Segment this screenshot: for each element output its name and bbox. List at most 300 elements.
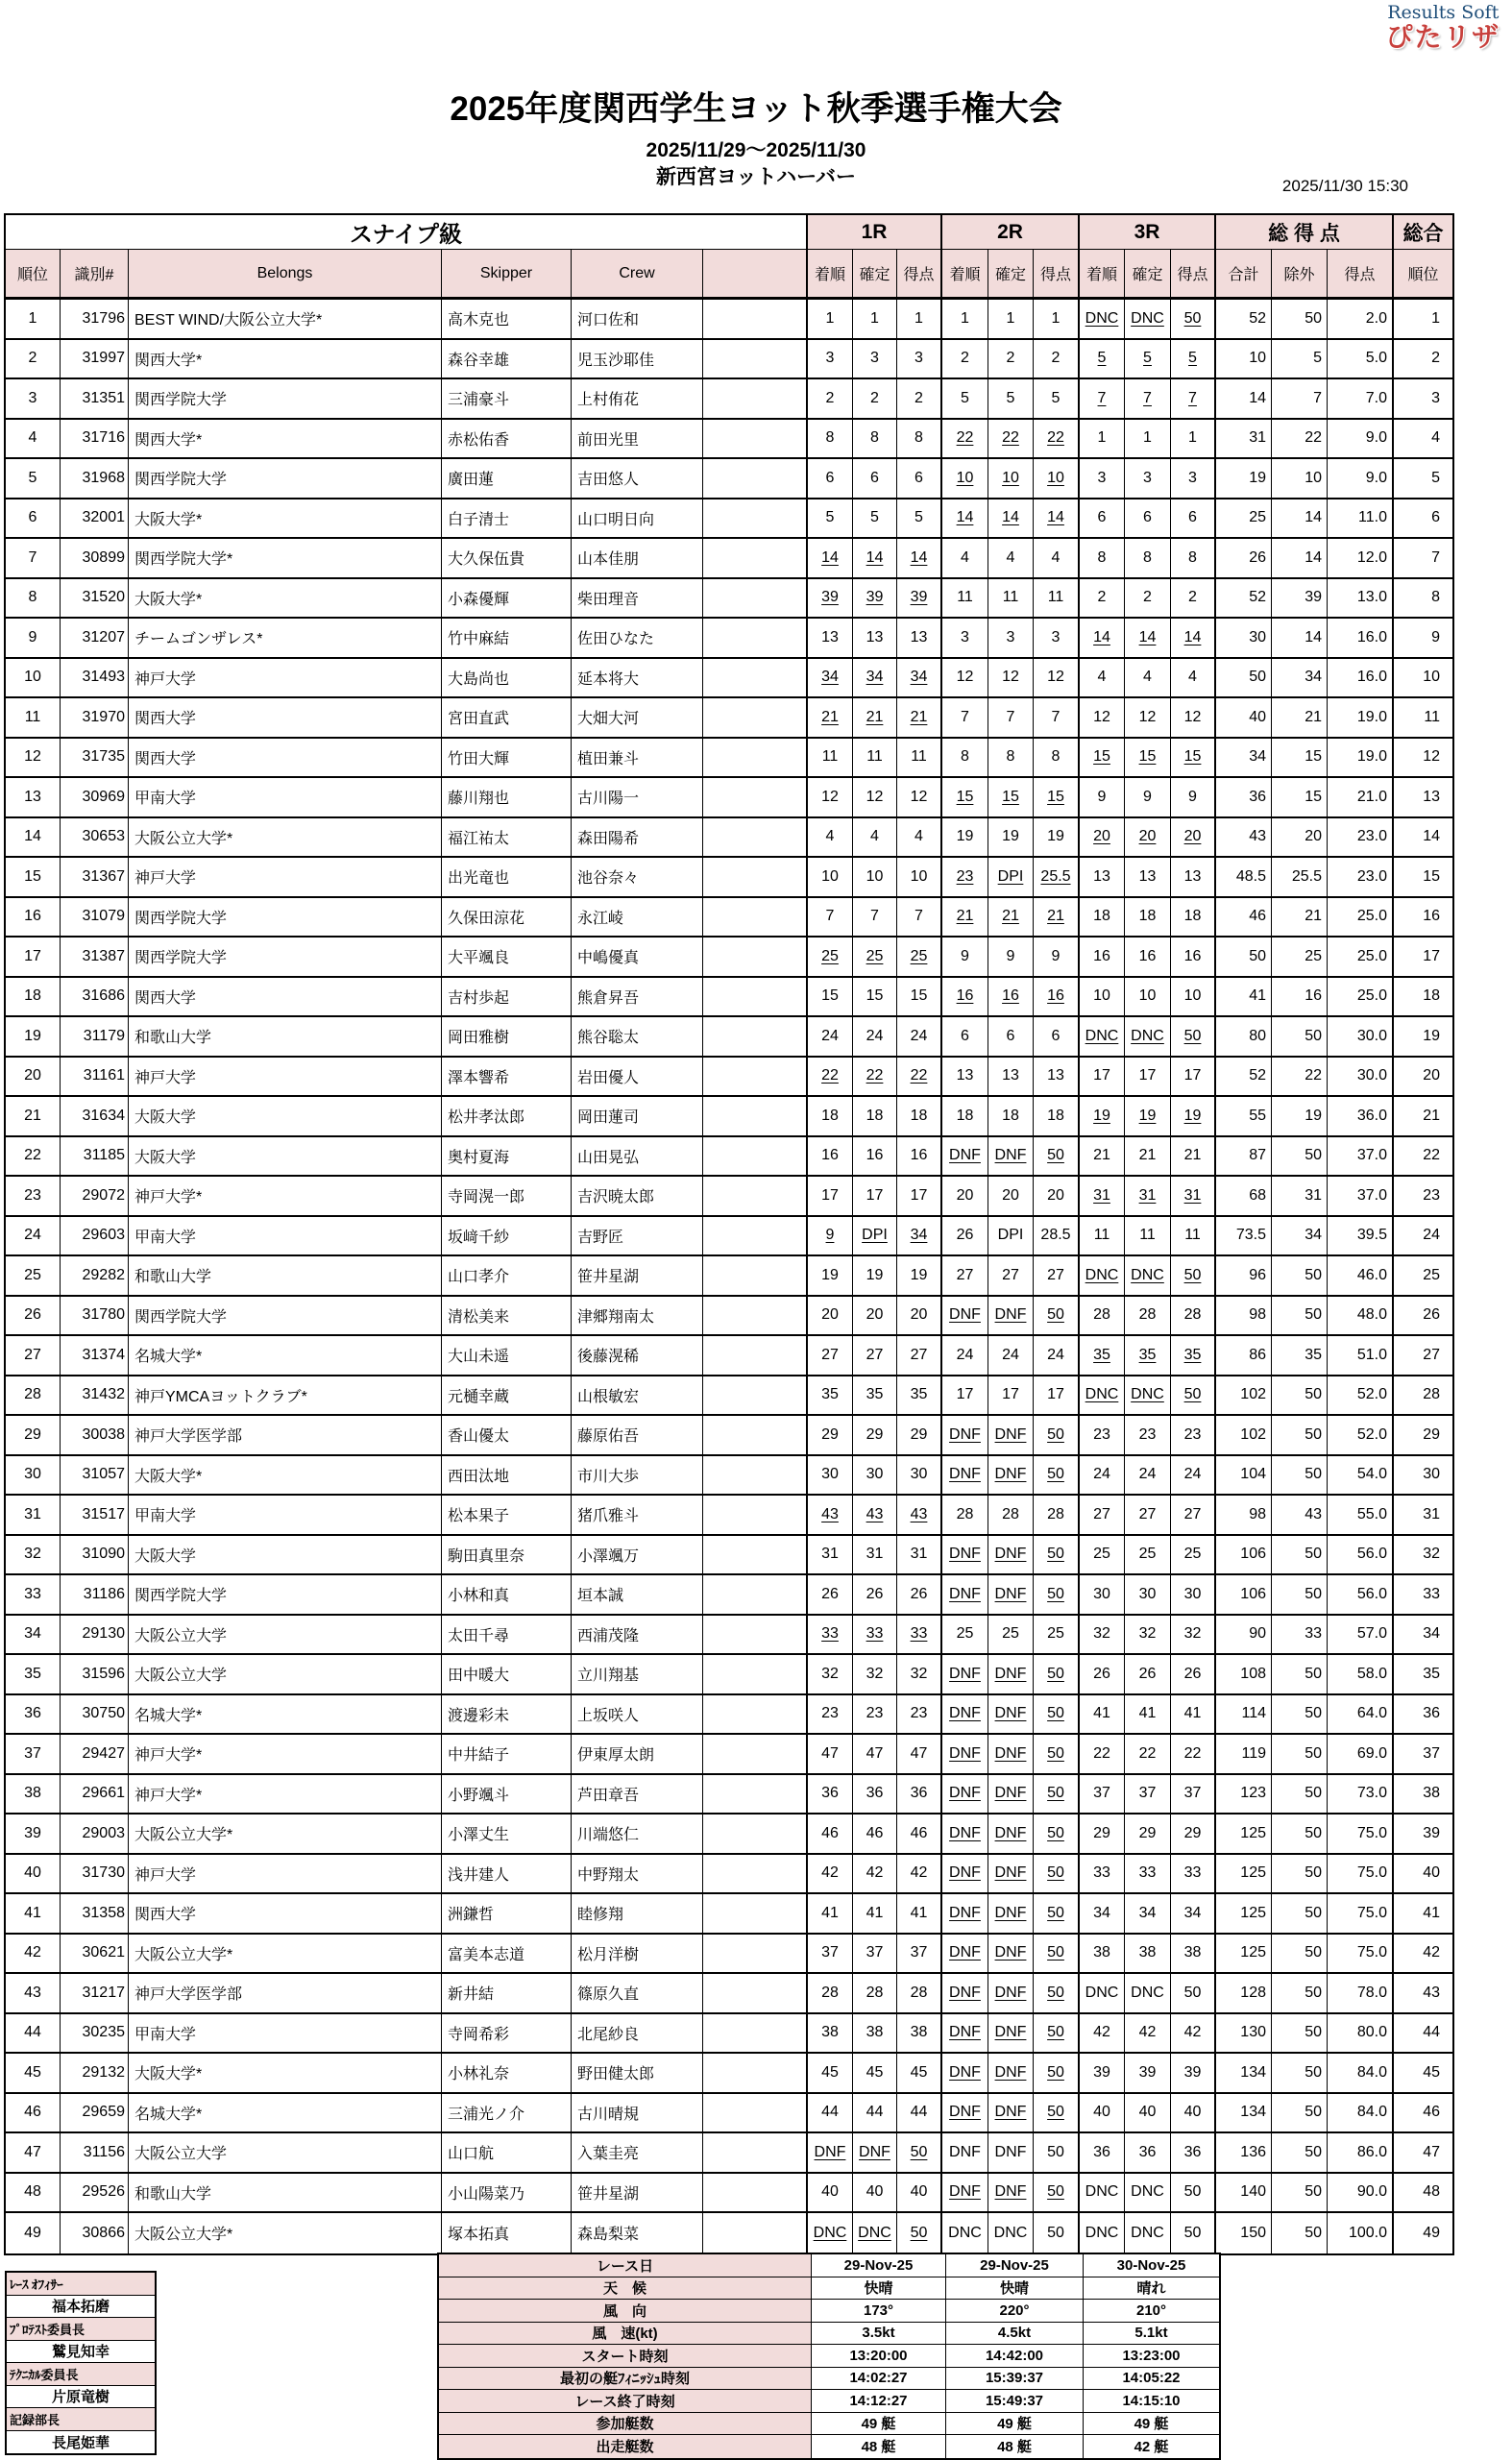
cell-excluded: 34 (1272, 659, 1328, 697)
race-info-value: 210° (1135, 2302, 1167, 2319)
cell-blank (703, 1177, 808, 1215)
cell-race-confirm: 17 (853, 1177, 897, 1215)
cell-race-finish: 17 (1080, 1058, 1125, 1096)
cell-race-confirm: 1 (988, 300, 1034, 338)
cell-blank (703, 1775, 808, 1814)
cell-sail-number: 29282 (61, 1256, 129, 1295)
cell-overall-rank: 18 (1423, 987, 1440, 1005)
cell-race-finish: 36 (808, 1775, 853, 1814)
cell-blank (703, 2174, 808, 2212)
cell-net-points: 80.0 (1328, 2014, 1394, 2053)
cell-race-points: 50 (1034, 1416, 1080, 1454)
cell-crew: 山田晃弘 (572, 1137, 703, 1176)
cell-race-points: 20 (897, 1297, 942, 1335)
cell-race-points: 50 (1171, 1376, 1216, 1415)
cell-race-confirm: 1 (853, 300, 897, 338)
table-row (6, 1336, 1452, 1376)
race-info-value: 29-Nov-25 (946, 2254, 1084, 2277)
cell-excluded: 50 (1272, 1536, 1328, 1574)
cell-total: 31 (1216, 420, 1272, 458)
cell-race-finish: 19 (942, 818, 988, 857)
cell-overall-rank: 17 (1423, 947, 1440, 964)
cell-crew: 森島梨菜 (572, 2213, 703, 2253)
cell-excluded: 33 (1272, 1616, 1328, 1654)
cell-net-points: 39.5 (1328, 1217, 1394, 1255)
cell-overall-rank: 45 (1423, 2063, 1440, 2081)
table-row (6, 340, 1452, 380)
cell-rank: 37 (6, 1735, 61, 1773)
cell-race-points: 16 (1171, 938, 1216, 976)
cell-sail-number: 31090 (61, 1536, 129, 1574)
cell-sail-number: 31161 (61, 1058, 129, 1096)
cell-race-confirm: 37 (1125, 1775, 1171, 1814)
cell-race-confirm: 25 (1125, 1536, 1171, 1574)
cell-net-points: 9.0 (1328, 459, 1394, 498)
cell-sail-number: 32001 (61, 499, 129, 538)
cell-race-finish: 24 (808, 1017, 853, 1056)
cell-race-finish: 39 (808, 579, 853, 618)
cell-sail-number: 31217 (61, 1974, 129, 2012)
cell-rank: 46 (6, 2094, 61, 2132)
cell-rank: 33 (6, 1575, 61, 1614)
cell-blank (703, 379, 808, 418)
cell-race-confirm: 5 (988, 379, 1034, 418)
cell-race-confirm: 9 (988, 938, 1034, 976)
cell-race-points: 29 (1171, 1815, 1216, 1853)
race-info-row (439, 2435, 1219, 2458)
cell-sail-number: 31387 (61, 938, 129, 976)
cell-rank: 9 (6, 619, 61, 657)
table-row (6, 1256, 1452, 1297)
cell-race-points: 38 (1171, 1935, 1216, 1973)
cell-race-points: 10 (1171, 978, 1216, 1016)
class-name-header: スナイプ級 (6, 215, 808, 249)
cell-race-confirm: 8 (853, 420, 897, 458)
table-row (6, 698, 1452, 739)
cell-race-points: 33 (1171, 1855, 1216, 1893)
cell-belongs: 神戸大学 (129, 1855, 442, 1893)
cell-crew: 伊東厚太朗 (572, 1735, 703, 1773)
cell-race-points: 5 (1034, 379, 1080, 418)
cell-overall-rank: 26 (1423, 1306, 1440, 1324)
cell-race-finish: 23 (1080, 1416, 1125, 1454)
cell-skipper: 小林礼奈 (442, 2054, 572, 2092)
cell-overall-rank: 34 (1423, 1625, 1440, 1643)
cell-race-finish: DNF (942, 1536, 988, 1574)
cell-blank (703, 619, 808, 657)
cell-race-confirm: DNF (988, 1855, 1034, 1893)
cell-overall-rank: 30 (1423, 1466, 1440, 1483)
column-header: 確定 (1125, 250, 1171, 297)
cell-belongs: 関西学院大学 (129, 1297, 442, 1335)
cell-race-points: 50 (1034, 1935, 1080, 1973)
cell-race-confirm: DNF (988, 1935, 1034, 1973)
cell-race-points: 6 (1171, 499, 1216, 538)
cell-blank (703, 938, 808, 976)
cell-total: 30 (1216, 619, 1272, 657)
cell-excluded: 50 (1272, 1974, 1328, 2012)
cell-net-points: 16.0 (1328, 659, 1394, 697)
race-info-value: 49 艇 (812, 2413, 946, 2435)
cell-sail-number: 30235 (61, 2014, 129, 2053)
cell-crew: 吉野匠 (572, 1217, 703, 1255)
cell-race-confirm: 42 (1125, 2014, 1171, 2053)
cell-rank: 42 (6, 1935, 61, 1973)
cell-race-confirm: 17 (1125, 1058, 1171, 1096)
cell-race-confirm: DNF (988, 1695, 1034, 1734)
cell-race-finish: DNF (942, 1695, 988, 1734)
cell-crew: 山口明日向 (572, 499, 703, 538)
cell-race-finish: DNC (1080, 2213, 1125, 2253)
cell-belongs: 大阪大学* (129, 1456, 442, 1495)
cell-race-finish: 12 (942, 659, 988, 697)
cell-excluded: 35 (1272, 1336, 1328, 1375)
cell-race-finish: 22 (1080, 1735, 1125, 1773)
cell-race-points: 4 (1171, 659, 1216, 697)
cell-race-confirm: 26 (853, 1575, 897, 1614)
cell-sail-number: 30621 (61, 1935, 129, 1973)
cell-excluded: 14 (1272, 619, 1328, 657)
cell-race-finish: 33 (1080, 1855, 1125, 1893)
cell-skipper: 赤松佑香 (442, 420, 572, 458)
cell-race-points: 3 (1171, 459, 1216, 498)
cell-total: 80 (1216, 1017, 1272, 1056)
cell-overall-rank: 43 (1423, 1984, 1440, 2001)
cell-race-finish: DNF (942, 2174, 988, 2212)
cell-net-points: 11.0 (1328, 499, 1394, 538)
cell-race-finish: 2 (942, 340, 988, 378)
cell-race-points: 18 (1171, 898, 1216, 937)
cell-sail-number: 29603 (61, 1217, 129, 1255)
cell-net-points: 30.0 (1328, 1017, 1394, 1056)
cell-overall-rank: 4 (1431, 429, 1440, 447)
cell-race-points: 39 (1171, 2054, 1216, 2092)
cell-belongs: 大阪大学* (129, 579, 442, 618)
cell-race-confirm: 38 (853, 2014, 897, 2053)
cell-belongs: 甲南大学 (129, 778, 442, 816)
cell-race-points: 50 (1171, 300, 1216, 338)
cell-total: 98 (1216, 1496, 1272, 1534)
cell-race-finish: 32 (808, 1655, 853, 1693)
cell-race-finish: 22 (808, 1058, 853, 1096)
cell-net-points: 25.0 (1328, 898, 1394, 937)
cell-race-confirm: DNF (988, 2133, 1034, 2172)
cell-crew: 藤原佑吾 (572, 1416, 703, 1454)
cell-overall-rank: 24 (1423, 1227, 1440, 1244)
page-title: 2025年度関西学生ヨット秋季選手権大会 (450, 90, 1062, 128)
race-info-value: 48 艇 (946, 2435, 1084, 2458)
cell-race-finish: 26 (942, 1217, 988, 1255)
cell-excluded: 39 (1272, 579, 1328, 618)
cell-race-finish: 20 (808, 1297, 853, 1335)
cell-race-finish: DNF (942, 1775, 988, 1814)
cell-race-finish: DNC (1080, 1376, 1125, 1415)
cell-excluded: 50 (1272, 1137, 1328, 1176)
cell-race-points: 3 (1034, 619, 1080, 657)
race-info-value: 49 艇 (946, 2413, 1084, 2435)
cell-race-points: 22 (1034, 420, 1080, 458)
cell-belongs: 甲南大学 (129, 1496, 442, 1534)
cell-race-points: 31 (1171, 1177, 1216, 1215)
cell-race-finish: 29 (1080, 1815, 1125, 1853)
cell-race-confirm: 40 (853, 2174, 897, 2212)
cell-race-points: 24 (1034, 1336, 1080, 1375)
cell-blank (703, 420, 808, 458)
cell-race-points: 9 (1171, 778, 1216, 816)
cell-belongs: 関西学院大学 (129, 459, 442, 498)
cell-blank (703, 1935, 808, 1973)
cell-race-confirm: 13 (853, 619, 897, 657)
table-row (6, 2174, 1452, 2214)
cell-sail-number: 31493 (61, 659, 129, 697)
cell-overall-rank: 8 (1431, 589, 1440, 606)
cell-race-finish: 14 (1080, 619, 1125, 657)
cell-race-confirm: 16 (1125, 938, 1171, 976)
cell-total: 96 (1216, 1256, 1272, 1295)
cell-crew: 入葉圭亮 (572, 2133, 703, 2172)
cell-race-finish: 4 (1080, 659, 1125, 697)
cell-excluded: 50 (1272, 1855, 1328, 1893)
cell-race-finish: 1 (808, 300, 853, 338)
cell-race-finish: 46 (808, 1815, 853, 1853)
cell-net-points: 86.0 (1328, 2133, 1394, 2172)
cell-race-confirm: 15 (988, 778, 1034, 816)
cell-race-finish: 16 (942, 978, 988, 1016)
cell-skipper: 寺岡希彩 (442, 2014, 572, 2053)
cell-blank (703, 459, 808, 498)
cell-net-points: 84.0 (1328, 2054, 1394, 2092)
cell-blank (703, 1616, 808, 1654)
cell-skipper: 宮田直武 (442, 698, 572, 737)
cell-race-confirm: 6 (1125, 499, 1171, 538)
cell-excluded: 50 (1272, 1775, 1328, 1814)
cell-skipper: 新井結 (442, 1974, 572, 2012)
cell-excluded: 50 (1272, 1655, 1328, 1693)
cell-rank: 6 (6, 499, 61, 538)
cell-race-confirm: 41 (1125, 1695, 1171, 1734)
cell-skipper: 山口航 (442, 2133, 572, 2172)
cell-race-finish: DNF (942, 1894, 988, 1933)
cell-race-points: 50 (897, 2213, 942, 2253)
cell-race-finish: DNF (942, 1855, 988, 1893)
cell-net-points: 19.0 (1328, 698, 1394, 737)
cell-crew: 中野翔太 (572, 1855, 703, 1893)
cell-blank (703, 1297, 808, 1335)
cell-overall-rank: 20 (1423, 1067, 1440, 1084)
cell-overall-rank: 37 (1423, 1744, 1440, 1762)
cell-total: 140 (1216, 2174, 1272, 2212)
cell-race-confirm: 17 (988, 1376, 1034, 1415)
cell-skipper: 渡邊彩未 (442, 1695, 572, 1734)
cell-race-confirm: 23 (1125, 1416, 1171, 1454)
table-row (6, 938, 1452, 978)
cell-crew: 松月洋樹 (572, 1935, 703, 1973)
cell-skipper: 寺岡滉一郎 (442, 1177, 572, 1215)
cell-crew: 立川翔基 (572, 1655, 703, 1693)
cell-race-finish: 6 (1080, 499, 1125, 538)
cell-blank (703, 778, 808, 816)
cell-net-points: 58.0 (1328, 1655, 1394, 1693)
cell-overall-rank: 10 (1423, 669, 1440, 686)
cell-race-confirm: 43 (853, 1496, 897, 1534)
cell-race-finish: 38 (808, 2014, 853, 2053)
cell-total: 108 (1216, 1655, 1272, 1693)
cell-race-points: 42 (1171, 2014, 1216, 2053)
race-info-value: 220° (946, 2300, 1084, 2322)
cell-excluded: 50 (1272, 1695, 1328, 1734)
cell-race-finish: 9 (942, 938, 988, 976)
cell-belongs: 神戸大学 (129, 659, 442, 697)
cell-race-confirm: DPI (853, 1217, 897, 1255)
cell-race-points: 24 (897, 1017, 942, 1056)
cell-race-finish: 13 (1080, 858, 1125, 896)
cell-belongs: 名城大学* (129, 1695, 442, 1734)
cell-net-points: 12.0 (1328, 539, 1394, 577)
cell-race-finish: DNF (942, 1815, 988, 1853)
column-header: 得点 (1171, 250, 1216, 297)
race-group-header-3: 3R (1080, 215, 1216, 249)
cell-race-points: 26 (897, 1575, 942, 1614)
cell-blank (703, 1695, 808, 1734)
cell-excluded: 7 (1272, 379, 1328, 418)
cell-belongs: 関西大学 (129, 978, 442, 1016)
cell-race-points: 10 (897, 858, 942, 896)
cell-race-points: 26 (1171, 1655, 1216, 1693)
cell-race-confirm: 24 (1125, 1456, 1171, 1495)
cell-race-finish: DNF (942, 1575, 988, 1614)
column-header: 順位 (1394, 250, 1452, 297)
cell-race-confirm: 40 (1125, 2094, 1171, 2132)
cell-excluded: 15 (1272, 739, 1328, 777)
cell-skipper: 富美本志道 (442, 1935, 572, 1973)
cell-race-confirm: 20 (853, 1297, 897, 1335)
cell-race-confirm: 26 (1125, 1655, 1171, 1693)
cell-crew: 延本将大 (572, 659, 703, 697)
cell-race-finish: DNC (1080, 2174, 1125, 2212)
cell-race-confirm: 13 (1125, 858, 1171, 896)
cell-race-finish: 36 (1080, 2133, 1125, 2172)
cell-skipper: 西田汰地 (442, 1456, 572, 1495)
cell-net-points: 54.0 (1328, 1456, 1394, 1495)
cell-race-points: 7 (1034, 698, 1080, 737)
cell-blank (703, 739, 808, 777)
column-header: 確定 (853, 250, 897, 297)
cell-blank (703, 898, 808, 937)
cell-race-finish: DNF (942, 2094, 988, 2132)
cell-race-finish: 22 (942, 420, 988, 458)
cell-race-finish: 21 (1080, 1137, 1125, 1176)
results-table (4, 213, 1454, 2255)
cell-skipper: 大久保伍貴 (442, 539, 572, 577)
cell-skipper: 塚本拓真 (442, 2213, 572, 2253)
cell-belongs: 関西学院大学 (129, 379, 442, 418)
cell-race-points: 50 (1034, 1297, 1080, 1335)
cell-race-confirm: 32 (853, 1655, 897, 1693)
cell-total: 26 (1216, 539, 1272, 577)
cell-race-points: 22 (1171, 1735, 1216, 1773)
cell-crew: 野田健太郎 (572, 2054, 703, 2092)
cell-crew: 市川大歩 (572, 1456, 703, 1495)
cell-skipper: 三浦光ノ介 (442, 2094, 572, 2132)
cell-race-finish: 28 (808, 1974, 853, 2012)
official-role: ﾌﾟﾛﾃｽﾄ委員長 (7, 2318, 155, 2341)
race-info-row (439, 2254, 1219, 2277)
cell-race-points: 40 (897, 2174, 942, 2212)
cell-race-points: 25.5 (1034, 858, 1080, 896)
cell-race-confirm: 19 (1125, 1097, 1171, 1135)
cell-race-confirm: 16 (988, 978, 1034, 1016)
officials-list (5, 2271, 157, 2455)
cell-excluded: 43 (1272, 1496, 1328, 1534)
table-row (6, 2133, 1452, 2174)
cell-race-finish: 47 (808, 1735, 853, 1773)
cell-belongs: 関西大学 (129, 1894, 442, 1933)
cell-race-finish: 21 (808, 698, 853, 737)
cell-excluded: 50 (1272, 300, 1328, 338)
cell-excluded: 25 (1272, 938, 1328, 976)
cell-overall-rank: 19 (1423, 1027, 1440, 1044)
cell-excluded: 50 (1272, 1935, 1328, 1973)
cell-crew: 吉沢暁太郎 (572, 1177, 703, 1215)
official-name: 鷲見知幸 (7, 2341, 155, 2364)
cell-overall-rank: 39 (1423, 1824, 1440, 1841)
cell-race-points: 10 (1034, 459, 1080, 498)
cell-race-confirm: DNF (988, 1297, 1034, 1335)
cell-crew: 芦田章吾 (572, 1775, 703, 1814)
cell-blank (703, 1217, 808, 1255)
cell-race-finish: 1 (942, 300, 988, 338)
cell-race-finish: 8 (808, 420, 853, 458)
cell-net-points: 37.0 (1328, 1177, 1394, 1215)
cell-sail-number: 31716 (61, 420, 129, 458)
cell-skipper: 竹中麻結 (442, 619, 572, 657)
cell-belongs: 大阪公立大学 (129, 1655, 442, 1693)
cell-total: 50 (1216, 659, 1272, 697)
cell-overall-rank: 2 (1431, 350, 1440, 367)
cell-blank (703, 1137, 808, 1176)
cell-race-finish: DNF (808, 2133, 853, 2172)
cell-race-points: 24 (1171, 1456, 1216, 1495)
cell-rank: 5 (6, 459, 61, 498)
cell-belongs: 関西大学 (129, 698, 442, 737)
cell-crew: 古川晴規 (572, 2094, 703, 2132)
cell-belongs: 関西学院大学 (129, 938, 442, 976)
cell-race-confirm: 36 (1125, 2133, 1171, 2172)
table-row (6, 1695, 1452, 1736)
race-info-label: 風 速(kt) (439, 2323, 812, 2345)
cell-race-points: 11 (1171, 1217, 1216, 1255)
cell-race-finish: DNF (942, 1655, 988, 1693)
cell-race-finish: 26 (1080, 1655, 1125, 1693)
cell-skipper: 森谷幸雄 (442, 340, 572, 378)
cell-race-finish: 32 (1080, 1616, 1125, 1654)
cell-race-points: 31 (897, 1536, 942, 1574)
cell-sail-number: 31358 (61, 1894, 129, 1933)
cell-race-points: 11 (897, 739, 942, 777)
cell-race-confirm: 23 (853, 1695, 897, 1734)
cell-skipper: 久保田涼花 (442, 898, 572, 937)
cell-rank: 40 (6, 1855, 61, 1893)
cell-race-points: 20 (1034, 1177, 1080, 1215)
cell-race-points: 36 (897, 1775, 942, 1814)
cell-total: 68 (1216, 1177, 1272, 1215)
cell-blank (703, 858, 808, 896)
cell-total: 125 (1216, 1815, 1272, 1853)
cell-skipper: 清松美来 (442, 1297, 572, 1335)
cell-rank: 19 (6, 1017, 61, 1056)
cell-belongs: 大阪公立大学 (129, 1616, 442, 1654)
cell-race-confirm: 45 (853, 2054, 897, 2092)
